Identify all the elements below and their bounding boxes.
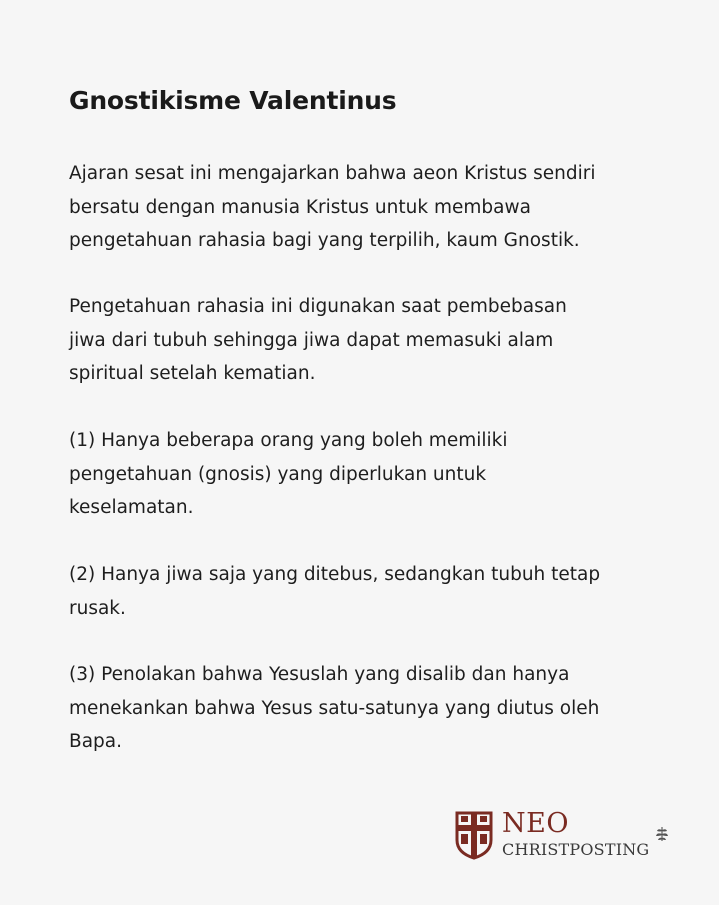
brand-logo bbox=[455, 808, 685, 864]
paragraph-line: rusak. bbox=[69, 597, 126, 619]
paragraph-line: pengetahuan rahasia bagi yang terpilih, kaum Gnostik. bbox=[69, 230, 580, 251]
paragraph-line: (2) Hanya jiwa saja yang ditebus, sedangkan tubuh tetap bbox=[69, 564, 601, 585]
leaf-icon bbox=[655, 826, 669, 842]
paragraph-line: bersatu dengan manusia Kristus untuk membawa bbox=[69, 196, 531, 218]
paragraph-3 bbox=[69, 424, 659, 525]
paragraph-line: jiwa dari tubuh sehingga jiwa dapat memasuki alam bbox=[69, 329, 554, 351]
paragraph-1 bbox=[69, 157, 659, 258]
paragraph-line: Bapa. bbox=[69, 731, 122, 752]
paragraph-line: spiritual setelah kematian. bbox=[69, 363, 316, 384]
paragraph-line: keselamatan. bbox=[69, 497, 194, 518]
cross-shield-icon bbox=[455, 810, 493, 860]
paragraph-line: Ajaran sesat ini mengajarkan bahwa aeon Kristus sendiri bbox=[69, 163, 596, 184]
paragraph-line: pengetahuan (gnosis) yang diperlukan untuk bbox=[69, 463, 487, 485]
page-title: Gnostikisme Valentinus bbox=[69, 86, 397, 115]
paragraph-line: (1) Hanya beberapa orang yang boleh memiliki bbox=[69, 430, 508, 451]
logo-name-bottom: CHRISTPOSTING bbox=[502, 840, 650, 859]
paragraph-line: (3) Penolakan bahwa Yesuslah yang disalib dan hanya bbox=[69, 664, 570, 685]
paragraph-5 bbox=[69, 658, 659, 759]
paragraph-line: Pengetahuan rahasia ini digunakan saat pembebasan bbox=[69, 296, 567, 317]
logo-name-top: NEO bbox=[502, 808, 569, 839]
paragraph-2 bbox=[69, 290, 659, 391]
paragraph-line: menekankan bahwa Yesus satu-satunya yang diutus oleh bbox=[69, 697, 600, 719]
paragraph-4 bbox=[69, 558, 659, 625]
